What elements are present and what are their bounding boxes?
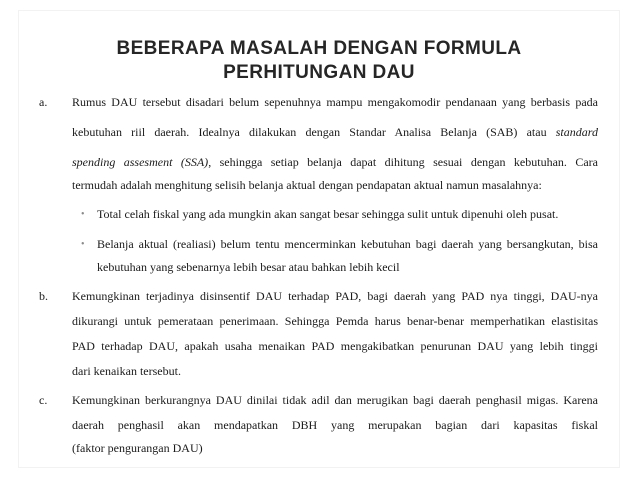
item-c-line-1: Kemungkinan berkurangnya DAU dinilai tidak adil dan merugikan bagi daerah penghasil migas. Karena	[72, 393, 598, 407]
item-a-line-2-italic: standard	[555, 125, 598, 139]
item-a-line-3-italic: spending assesment (SSA)	[72, 155, 209, 169]
slide-title	[70, 37, 568, 85]
title-line-2: PERHITUNGAN DAU	[223, 62, 415, 83]
item-a-line-2	[72, 125, 598, 140]
sub-item-1: Total celah fiskal yang ada mungkin akan sangat besar sehingga sulit untuk dipenuhi oleh pusat.	[97, 207, 559, 221]
item-b-marker: b.	[39, 289, 48, 303]
item-b-line-3: PAD terhadap DAU, apakah usaha menaikan PAD mengakibatkan penurunan DAU yang lebih tinggi	[72, 339, 598, 353]
item-a-line-4: termudah adalah menghitung selisih belanja aktual dengan pendapatan aktual namun masalahnya:	[72, 178, 542, 192]
item-a-line-3	[72, 155, 598, 170]
item-a-line-1: Rumus DAU tersebut disadari belum sepenuhnya mampu mengakomodir pendanaan yang berbasis pada	[72, 95, 598, 109]
item-a-line-3-text: , sehingga setiap belanja dapat dihitung sesuai dengan kebutuhan. Cara	[208, 155, 598, 169]
item-a-line-2-text: kebutuhan riil daerah. Idealnya dilakukan dengan Standar Analisa Belanja (SAB) atau	[72, 125, 547, 139]
sub-item-2-line-1: Belanja aktual (realiasi) belum tentu mencerminkan kebutuhan bagi daerah yang bersangkutan, bisa	[97, 237, 598, 251]
item-a-marker: a.	[39, 95, 48, 109]
title-line-1: BEBERAPA MASALAH DENGAN FORMULA	[116, 38, 522, 59]
item-c-line-2: daerah penghasil akan mendapatkan DBH yang merupakan bagian dari kapasitas fiskal	[72, 418, 598, 432]
item-b-line-4: dari kenaikan tersebut.	[72, 364, 181, 378]
item-c-marker: c.	[39, 393, 48, 407]
item-c-line-3: (faktor pengurangan DAU)	[72, 441, 203, 455]
item-b-line-2: dikurangi untuk pemerataan penerimaan. Sehingga Pemda harus benar-benar memperhatikan elastisitas	[72, 314, 598, 328]
sub-item-2-line-2: kebutuhan yang sebenarnya lebih besar atau bahkan lebih kecil	[97, 260, 400, 274]
sub-bullet-1-icon: •	[81, 209, 85, 220]
item-b-line-1: Kemungkinan terjadinya disinsentif DAU terhadap PAD, bagi daerah yang PAD nya tinggi, DAU-nya	[72, 289, 598, 303]
sub-bullet-2-icon: •	[81, 239, 85, 250]
